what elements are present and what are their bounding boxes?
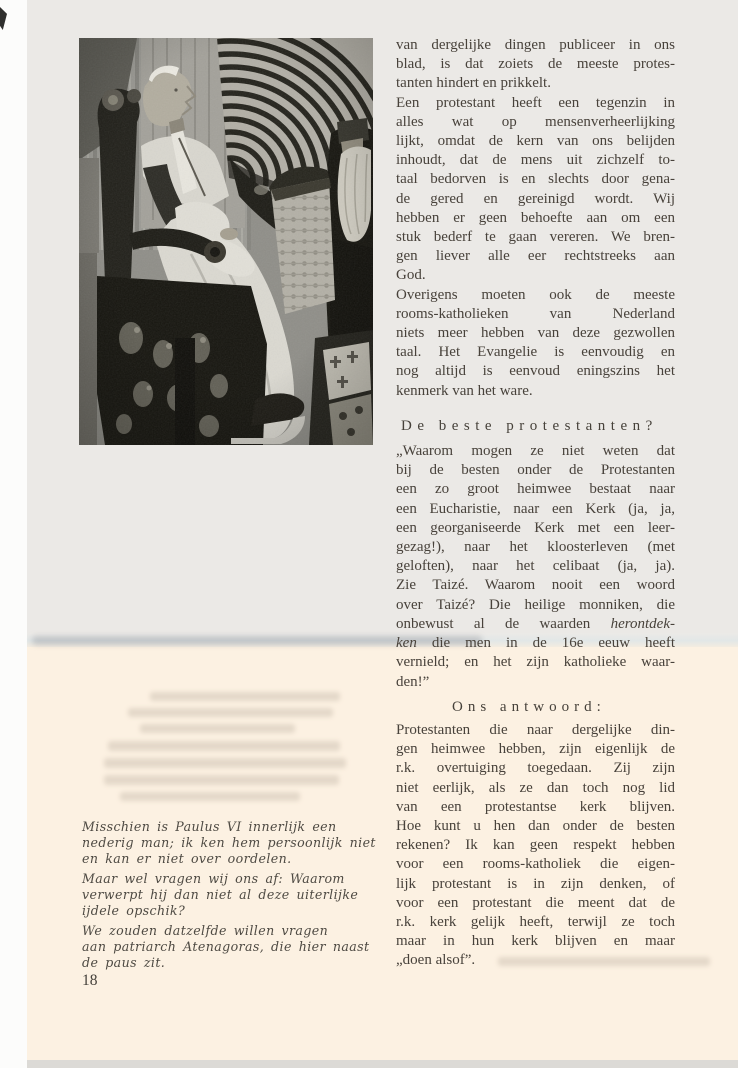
text-line: geloften), naar het celibaat (ja, ja). (396, 558, 675, 575)
vignette (79, 38, 373, 445)
text-line: ken die men in de 16e eeuw heeft (396, 635, 675, 652)
paragraph (396, 442, 675, 692)
text-line: hebben er geen behoefte aan om een (396, 209, 675, 226)
text-line: „Waarom mogen ze niet weten dat (396, 443, 675, 460)
section-heading (396, 698, 675, 717)
article-column (396, 36, 675, 971)
text-line: een georganiseerde Kerk met een leer- (396, 519, 675, 536)
text-line: gen liever alle eer rechtstreeks aan (396, 248, 675, 265)
paragraph (396, 94, 675, 286)
section-heading (396, 417, 675, 436)
text-line: „doen alsof”. (396, 952, 476, 969)
ghost-text-showthrough (104, 775, 339, 785)
text-line: en kan er niet over oordelen. (82, 851, 292, 866)
scan-corner-mark (0, 7, 7, 30)
text-line: lijk protestant is in zijn denken, of (396, 875, 675, 892)
text-line: alles wat op mensenverheerlijking (396, 113, 675, 130)
text-line: lijkt, omdat de kern van ons belijden (396, 133, 675, 150)
text-line: Ons antwoord: (452, 698, 606, 715)
text-line: de paus zit. (82, 955, 166, 970)
text-line: taal bedorven is en slechts door gena- (396, 171, 675, 188)
photo-pope-and-patriarch (79, 38, 373, 445)
text-line: God. (396, 267, 426, 284)
caption-paragraph (82, 923, 394, 971)
text-line: Overigens moeten ook de meeste (396, 286, 675, 303)
caption-paragraph (82, 871, 394, 919)
text-line: r.k. kerk gelijk heeft, terwijl ze toch (396, 913, 675, 930)
text-line: De beste protestanten? (401, 417, 658, 434)
text-line: tanten hindert en prikkelt. (396, 75, 551, 92)
ghost-text-showthrough (128, 708, 333, 717)
caption-paragraph (82, 819, 394, 867)
photo-illustration (79, 38, 373, 445)
text-line: niets meer hebben van deze gezwollen (396, 325, 675, 342)
ghost-text-showthrough (140, 724, 295, 733)
text-line: gezag!), naar het kloosterleven (met (396, 539, 675, 556)
text-line: Maar wel vragen wij ons af: Waarom (82, 871, 345, 886)
text-line: gen heimwee hebben, zijn eigenlijk de (396, 741, 675, 758)
text-line: r.k. overtuiging toegedaan. Zij zijn (396, 760, 675, 777)
text-line: niet eerlijk, als ze dan toch nog lid (396, 779, 675, 796)
text-line: kenmerk van het ware. (396, 382, 533, 399)
ghost-text-showthrough (120, 792, 300, 801)
text-line: over Taizé? Die heilige monniken, die (396, 596, 675, 613)
text-line: nog altijd is eenvoud eningszins het (396, 363, 675, 380)
scan-bottom-edge (27, 1060, 738, 1068)
text-line: ijdele opschik? (82, 903, 186, 918)
text-line: Hoe kunt u hen dan onder de besten (396, 817, 675, 834)
text-line: Protestanten die naar dergelijke din- (396, 721, 675, 738)
text-line: maar in hun kerk blijven en maar (396, 933, 675, 950)
text-line: rekenen? Ik kan geen respekt hebben (396, 837, 675, 854)
paragraph (396, 286, 675, 401)
ghost-text-showthrough (108, 741, 340, 751)
text-line: een zo groot heimwee bestaat naar (396, 481, 675, 498)
text-line: onbewust al de waarden herontdek- (396, 615, 675, 632)
text-line: aan patriarch Atenagoras, die hier naast (82, 939, 370, 954)
text-line: van dergelijke dingen publiceer in ons (396, 37, 675, 53)
text-line: verwerpt hij dan niet al deze uiterlijke (82, 887, 359, 902)
paragraph (396, 36, 675, 94)
text-line: vernield; en het zijn katholieke waar- (396, 654, 675, 671)
ghost-text-showthrough (150, 692, 340, 701)
text-line: Misschien is Paulus VI innerlijk een (82, 819, 337, 834)
text-line: taal. Het Evangelie is eenvoudig en (396, 344, 675, 361)
text-line: van een protestantse kerk blijven. (396, 798, 675, 815)
ghost-text-showthrough (104, 758, 346, 768)
text-line: Zie Taizé. Waarom nooit een woord (396, 577, 675, 594)
text-line: nederig man; ik ken hem persoonlijk niet (82, 835, 376, 850)
text-line: den!” (396, 673, 430, 690)
text-line: de gered en gereinigd wordt. Wij (396, 190, 675, 207)
text-line: Een protestant heeft een tegenzin in (396, 94, 675, 111)
text-line: We zouden datzelfde willen vragen (82, 923, 329, 938)
text-line: blad, is dat zoiets de meeste protes- (396, 56, 675, 73)
text-line: inhoudt, dat de mens uit zichzelf to- (396, 152, 675, 169)
page-number: 18 (82, 972, 98, 989)
text-line: voor een protestant die meent dat de (396, 894, 675, 911)
text-line: rooms-katholieken van Nederland (396, 305, 675, 322)
text-line: een Eucharistie, naar een Kerk (ja, ja, (396, 500, 675, 517)
text-line: stuk bederf te gaan vereren. We bren- (396, 229, 675, 246)
photo-caption (82, 819, 394, 975)
text-line: voor een rooms-katholiek die eigen- (396, 856, 675, 873)
text-line: bij de besten onder de Protestanten (396, 462, 675, 479)
paragraph (396, 721, 675, 971)
